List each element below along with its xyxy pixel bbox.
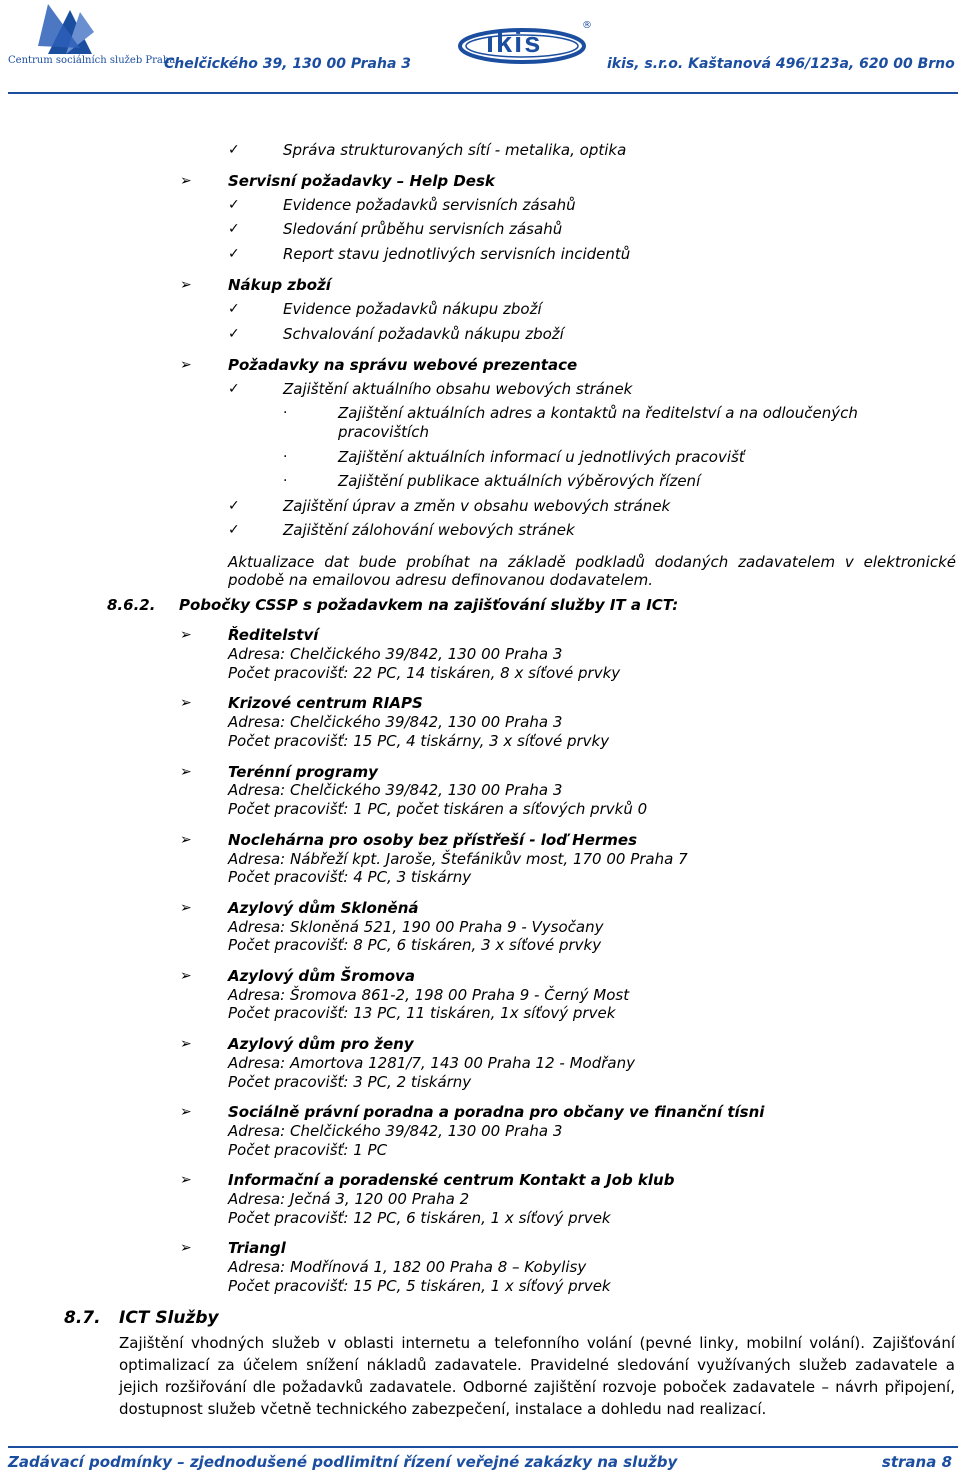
update-note: Aktualizace dat bude probíhat na základě podkladů dodaných zadavatelem v elektronické podobě na emailovou adresu definovanou dodavatelem. [228,553,956,589]
list-item: Zajištění úprav a změn v obsahu webových stránek [283,497,671,515]
list-item: Report stavu jednotlivých servisních incidentů [283,245,631,263]
branch-address: Adresa: Chelčického 39/842, 130 00 Praha 3 [228,645,563,663]
branch-workplaces: Počet pracovišť: 3 PC, 2 tiskárny [228,1073,472,1091]
group-title: Servisní požadavky – Help Desk [228,172,495,190]
section-number: 8.7. [64,1308,101,1328]
branch-workplaces: Počet pracovišť: 15 PC, 5 tiskáren, 1 x síťový prvek [228,1277,611,1295]
branch-address: Adresa: Nábřeží kpt. Jaroše, Štefánikův most, 170 00 Praha 7 [228,850,688,868]
dot-bullet-icon: · [283,405,288,421]
list-item: Sledování průběhu servisních zásahů [283,220,563,238]
registered-mark: ® [582,20,592,31]
list-item: Evidence požadavků servisních zásahů [283,196,576,214]
arrow-bullet-icon: ➢ [180,968,192,984]
arrow-bullet-icon: ➢ [180,1172,192,1188]
branch-workplaces: Počet pracovišť: 4 PC, 3 tiskárny [228,868,472,886]
branch-workplaces: Počet pracovišť: 1 PC [228,1141,388,1159]
branch-address: Adresa: Ječná 3, 120 00 Praha 2 [228,1190,470,1208]
list-item: Zajištění aktuálního obsahu webových stránek [283,380,633,398]
branch-workplaces: Počet pracovišť: 22 PC, 14 tiskáren, 8 x síťové prvky [228,664,621,682]
branch-workplaces: Počet pracovišť: 1 PC, počet tiskáren a síťových prvků 0 [228,800,648,818]
checkmark-icon: ✓ [228,221,240,237]
branch-name: Azylový dům pro ženy [228,1035,414,1053]
branch-name: Krizové centrum RIAPS [228,694,423,712]
list-item: Schvalování požadavků nákupu zboží [283,325,564,343]
branch-workplaces: Počet pracovišť: 13 PC, 11 tiskáren, 1x síťový prvek [228,1004,616,1022]
section-heading: ICT Služby [119,1308,219,1328]
sub-item: Zajištění publikace aktuálních výběrových řízení [338,472,701,490]
header-address-left: Chelčického 39, 130 00 Praha 3 [164,56,412,72]
sub-item-continuation: pracovištích [338,423,429,441]
footer-title: Zadávací podmínky – zjednodušené podlimitní řízení veřejné zakázky na služby [8,1453,678,1471]
checkmark-icon: ✓ [228,301,240,317]
footer-rule [8,1446,958,1448]
section-heading: Pobočky CSSP s požadavkem na zajišťování služby IT a ICT: [179,596,679,614]
branch-address: Adresa: Chelčického 39/842, 130 00 Praha 3 [228,713,563,731]
branch-address: Adresa: Šromova 861-2, 198 00 Praha 9 - Černý Most [228,986,630,1004]
arrow-bullet-icon: ➢ [180,832,192,848]
arrow-bullet-icon: ➢ [180,764,192,780]
arrow-bullet-icon: ➢ [180,900,192,916]
checkmark-icon: ✓ [228,326,240,342]
branch-address: Adresa: Chelčického 39/842, 130 00 Praha 3 [228,1122,563,1140]
arrow-bullet-icon: ➢ [180,173,192,189]
group-title: Nákup zboží [228,276,331,294]
sub-item: Zajištění aktuálních adres a kontaktů na ředitelství a na odloučených [338,404,858,422]
sub-item: Zajištění aktuálních informací u jednotlivých pracovišť [338,448,745,466]
list-item: Zajištění zálohování webových stránek [283,521,575,539]
arrow-bullet-icon: ➢ [180,357,192,373]
checkmark-icon: ✓ [228,381,240,397]
branch-address: Adresa: Modřínová 1, 182 00 Praha 8 – Kobylisy [228,1258,587,1276]
arrow-bullet-icon: ➢ [180,695,192,711]
arrow-bullet-icon: ➢ [180,277,192,293]
arrow-bullet-icon: ➢ [180,1240,192,1256]
ict-services-paragraph: Zajištění vhodných služeb v oblasti internetu a telefonního volání (pevné linky, mobilní volání). Zajišťování optimalizací za účelem snížení nákladů zadavatele. Pravidelné sledování využívaných služeb zadavatele a jejich rozšiřování dle požadavků zadavatele. Odborné zajištění rozvoje poboček zadavatele – návrh připojení, dostupnost služeb včetně technického zabezpečení, instalace a dohledu nad realizací. [119,1334,955,1418]
branch-address: Adresa: Skloněná 521, 190 00 Praha 9 - Vysočany [228,918,604,936]
header-rule [8,92,958,94]
dot-bullet-icon: · [283,449,288,465]
list-item: Správa strukturovaných sítí - metalika, optika [283,141,627,159]
checkmark-icon: ✓ [228,246,240,262]
branch-name: Terénní programy [228,763,378,781]
ikis-logo-text: ikis [486,27,543,59]
group-title: Požadavky na správu webové prezentace [228,356,578,374]
arrow-bullet-icon: ➢ [180,627,192,643]
branch-address: Adresa: Chelčického 39/842, 130 00 Praha 3 [228,781,563,799]
page-number: strana 8 [881,1453,952,1471]
branch-name: Azylový dům Šromova [228,967,415,985]
branch-name: Informační a poradenské centrum Kontakt a Job klub [228,1171,675,1189]
branch-workplaces: Počet pracovišť: 8 PC, 6 tiskáren, 3 x síťové prvky [228,936,602,954]
branch-name: Azylový dům Skloněná [228,899,419,917]
branch-name: Triangl [228,1239,286,1257]
section-number: 8.6.2. [107,596,156,614]
branch-name: Ředitelství [228,626,319,644]
header-address-right: ikis, s.r.o. Kaštanová 496/123a, 620 00 Brno [607,56,955,72]
list-item: Evidence požadavků nákupu zboží [283,300,542,318]
arrow-bullet-icon: ➢ [180,1036,192,1052]
checkmark-icon: ✓ [228,197,240,213]
ikis-logo [458,20,592,70]
dot-bullet-icon: · [283,473,288,489]
checkmark-icon: ✓ [228,498,240,514]
branch-name: Sociálně právní poradna a poradna pro občany ve finanční tísni [228,1103,765,1121]
branch-workplaces: Počet pracovišť: 12 PC, 6 tiskáren, 1 x síťový prvek [228,1209,611,1227]
branch-address: Adresa: Amortova 1281/7, 143 00 Praha 12 - Modřany [228,1054,635,1072]
checkmark-icon: ✓ [228,522,240,538]
cssp-logo-text: Centrum sociálních služeb Praha [8,55,176,66]
checkmark-icon: ✓ [228,142,240,158]
branch-name: Noclehárna pro osoby bez přístřeší - loď Hermes [228,831,638,849]
arrow-bullet-icon: ➢ [180,1104,192,1120]
branch-workplaces: Počet pracovišť: 15 PC, 4 tiskárny, 3 x síťové prvky [228,732,610,750]
